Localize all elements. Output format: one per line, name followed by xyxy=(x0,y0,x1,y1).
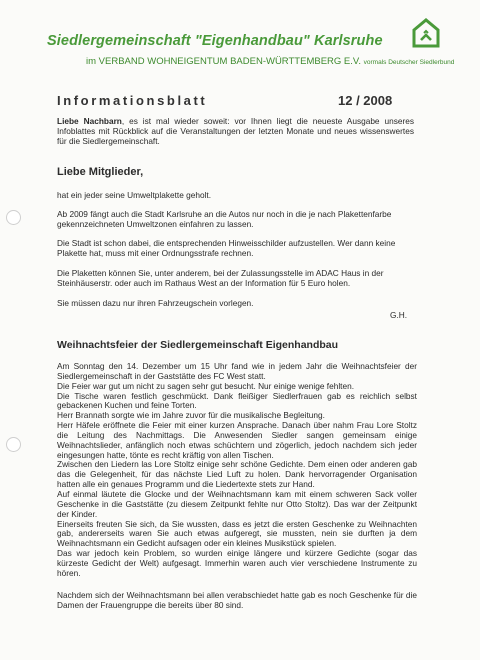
issue-number: 12 / 2008 xyxy=(338,93,393,108)
section-heading: Weihnachtsfeier der Siedlergemeinschaft Eigenhandbau xyxy=(57,339,339,351)
closing-paragraph: Nachdem sich der Weihnachtsmann bei allen verabschiedet hatte gab es noch Geschenke für die Damen der Frauengruppe die bereits über 80 sind. xyxy=(57,590,417,610)
punch-hole xyxy=(6,210,21,225)
article-line: Das war jedoch kein Problem, so wurden einige längere und kürzere Gedichte (sogar das kürzeste Gedicht der Welt) aufgesagt. Immerhin waren auch vier verschiedene Instrumente zu hören. xyxy=(57,548,417,578)
house-logo-icon xyxy=(412,18,440,48)
paragraph: Ab 2009 fängt auch die Stadt Karlsruhe an die Autos nur noch in die je nach Plakettenfarbe gekennzeichneten Umweltzonen einfahren zu lassen. xyxy=(57,209,392,230)
paragraph: hat ein jeder seine Umweltplakette geholt. xyxy=(57,190,212,200)
intro-lead: Liebe Nachbarn xyxy=(57,116,122,126)
intro-text: , es ist mal wieder soweit: vor Ihnen liegt die neueste Ausgabe unseres Infoblattes mit Rückblick auf die Veranstaltungen der letzten Monate und neues wissenswertes für die Siedlergemeinschaft. xyxy=(57,116,414,147)
article-line: Zwischen den Liedern las Lore Stoltz einige sehr schöne Gedichte. Dem einen oder anderen gab das die Gelegenheit, für das nächste Lied Luft zu holen. Dank hervorragender Organisation hatten alle ein genaues Programm und die Liedertexte stets zur Hand. xyxy=(57,459,417,490)
intro-paragraph xyxy=(57,116,414,147)
paragraph: Die Stadt ist schon dabei, die entsprechenden Hinweisschilder aufzustellen. Wer dann keine Plakette hat, muss mit einer Ordnungsstrafe rechnen. xyxy=(57,238,396,259)
article-line: Die Tische waren festlich geschmückt. Dank fleißiger Siedlerfrauen gab es reichlich selbst gebackenen Kuchen und feine Torten. xyxy=(57,390,417,411)
article-line: Herr Brannath sorgte wie im Jahre zuvor für die musikalische Begleitung. xyxy=(57,410,325,421)
document-title: Informationsblatt xyxy=(57,93,208,108)
paragraph: Die Plaketten können Sie, unter anderem, bei der Zulassungsstelle im ADAC Haus in der Steinhäuserstr. oder auch im Rathaus West an der Information für 5 Euro holen. xyxy=(57,268,384,289)
article-body xyxy=(57,362,417,579)
paragraph: Sie müssen dazu nur ihren Fahrzeugschein vorlegen. xyxy=(57,298,254,308)
punch-hole xyxy=(6,437,21,452)
article-line: Herr Häfele eröffnete die Feier mit einer kurzen Ansprache. Danach über nahm Frau Lore Stoltz die Leitung des Nachmittags. Die Anwesenden Siedler sangen gemeinsam einige Weihnachtslieder, anfänglich noch etwas schüchtern und zögerlich, jedoch nachdem sich jeder eingesungen hatte, tönte es recht kräftig von allen Tischen. xyxy=(57,420,417,460)
greeting-heading: Liebe Mitglieder, xyxy=(57,166,144,178)
organization-subtitle xyxy=(86,56,454,67)
article-line: Einerseits freuten Sie sich, da Sie wussten, dass es jetzt die ersten Geschenke zu Weihnachten gab, andererseits waren Sie auch etwas aufgeregt, sie mussten, nein sie durften ja dem Weihnachtsmann ein Gedicht aufsagen oder ein kleines Musikstück spielen. xyxy=(57,518,417,549)
signature: G.H. xyxy=(390,310,408,320)
organization-title: Siedlergemeinschaft "Eigenhandbau" Karlsruhe xyxy=(47,33,383,49)
subtitle-small: vormals Deutscher Siedlerbund xyxy=(363,59,455,66)
subtitle-main: im VERBAND WOHNEIGENTUM BADEN-WÜRTTEMBERG E.V. xyxy=(86,56,361,67)
article-line: Auf einmal läutete die Glocke und der Weihnachtsmann kam mit einem schweren Sack voller Geschenke in die Gaststätte (zu diesem Zeitpunkt fehlte nur Otto Stoltz). Das war der Zeitpunkt der Kinder. xyxy=(57,488,417,519)
article-line: Die Feier war gut um nicht zu sagen sehr gut besucht. Nur einige wenige fehlten. xyxy=(57,380,355,391)
article-line: Am Sonntag den 14. Dezember um 15 Uhr fand wie in jedem Jahr die Weihnachtsfeier der Siedlergemeinschaft in der Gaststätte des FC West statt. xyxy=(57,361,417,381)
